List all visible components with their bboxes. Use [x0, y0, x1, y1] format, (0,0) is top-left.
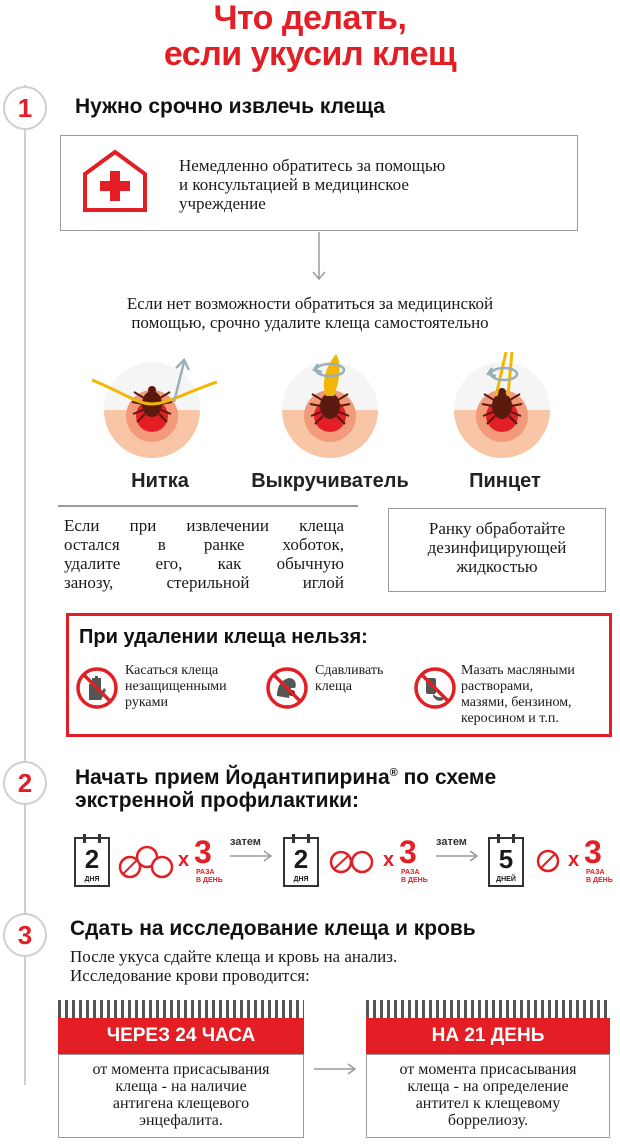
- forbidden-1-text-3: руками: [125, 695, 168, 710]
- days-number: 5: [498, 844, 514, 874]
- days-number: 2: [293, 844, 309, 874]
- hospital-icon: [81, 146, 149, 214]
- card-24h-text-1: от момента присасывания: [92, 1061, 270, 1078]
- medical-help-box: [60, 135, 578, 231]
- step-2-heading-line-1: [75, 760, 496, 791]
- self-remove-text-2: помощью, срочно удалите клеща самостоятельно: [131, 313, 489, 332]
- times-label-1: РАЗА: [196, 869, 215, 876]
- step-1-heading: Нужно срочно извлечь клеща: [75, 95, 385, 118]
- days-label: ДНЯ: [84, 876, 100, 883]
- forbidden-3-text-3: мазями, бензином,: [461, 695, 572, 710]
- forbidden-3-text-4: керосином и т.п.: [461, 711, 559, 726]
- disinfect-box: [388, 508, 606, 592]
- methods-illustration: [92, 352, 562, 462]
- title-line-2: если укусил клещ: [163, 35, 457, 73]
- days-label: ДНЕЙ: [496, 876, 516, 883]
- step-2-heading-main: Начать прием Йодантипирина: [75, 766, 390, 789]
- pill-icon: [536, 849, 560, 873]
- calendar-icon: [283, 837, 319, 887]
- divider: [58, 505, 358, 507]
- days-label: ДНЯ: [293, 876, 309, 883]
- forbidden-heading: При удалении клеща нельзя:: [79, 626, 368, 648]
- card-21d-text-3: антител к клещевому: [415, 1095, 561, 1112]
- multiply-sign: х: [178, 849, 190, 871]
- times-label-2: В ДЕНЬ: [401, 877, 428, 884]
- multiply-sign: х: [383, 849, 395, 871]
- medical-help-text-3: учреждение: [179, 194, 266, 213]
- no-hand-icon: [75, 666, 119, 710]
- times-number: 3: [194, 834, 212, 870]
- disinfect-text-2: дезинфицирующей: [427, 538, 567, 557]
- card-body: [58, 1054, 304, 1138]
- forbidden-1-text-2: незащищенными: [125, 679, 227, 694]
- step-3-text-1: После укуса сдайте клеща и кровь на анализ.: [70, 947, 398, 966]
- proboscis-text-2: остался в ранке хоботок,: [64, 535, 344, 554]
- step-3-number: 3: [3, 913, 47, 957]
- twister-tick-icon: [282, 354, 378, 458]
- days-number: 2: [84, 844, 100, 874]
- step-3-heading: Сдать на исследование клеща и кровь: [70, 917, 476, 940]
- then-label-2: затем: [436, 836, 467, 848]
- arrow-down-icon: [311, 232, 327, 282]
- pills-icon: [329, 847, 375, 877]
- step-1-number: 1: [3, 86, 47, 130]
- test-card-21d: [366, 1000, 610, 1140]
- method-label-twister: Выкручиватель: [251, 470, 409, 492]
- proboscis-text-4: занозу, стерильной иглой: [64, 573, 344, 592]
- card-binding: [366, 1000, 610, 1020]
- step-3-text-2: Исследование крови проводится:: [70, 966, 310, 985]
- proboscis-text-3: удалите его, как обычную: [64, 554, 344, 573]
- forbidden-box: [66, 613, 612, 737]
- arrow-right-icon: [436, 850, 480, 862]
- card-21d-text-1: от момента присасывания: [399, 1061, 577, 1078]
- step-2-number: 2: [3, 761, 47, 805]
- then-label-1: затем: [230, 836, 261, 848]
- times-number: 3: [399, 834, 417, 870]
- pills-icon: [118, 843, 176, 881]
- card-24h-text-2: клеща - на наличие: [115, 1078, 247, 1095]
- thread-tick-icon: [92, 360, 217, 458]
- method-label-tweezers: Пинцет: [469, 470, 541, 492]
- forbidden-1-text-1: Касаться клеща: [125, 663, 219, 678]
- card-24h-text-3: антигена клещевого: [112, 1095, 250, 1112]
- test-card-24h: [58, 1000, 304, 1140]
- card-body: [366, 1054, 610, 1138]
- card-title: НА 21 ДЕНЬ: [366, 1018, 610, 1054]
- card-title: ЧЕРЕЗ 24 ЧАСА: [58, 1018, 304, 1054]
- tweezers-tick-icon: [454, 352, 550, 458]
- medical-help-text-1: Немедленно обратитесь за помощью: [179, 156, 446, 175]
- multiply-sign: х: [568, 849, 580, 871]
- step-2-heading-tail: по схеме: [397, 766, 497, 789]
- forbidden-3-text-2: растворами,: [461, 679, 534, 694]
- times-label-1: РАЗА: [586, 869, 605, 876]
- calendar-icon: [74, 837, 110, 887]
- registered-mark: ®: [389, 767, 398, 779]
- times-label-2: В ДЕНЬ: [586, 877, 613, 884]
- card-24h-text-4: энцефалита.: [139, 1112, 223, 1129]
- schedule-block-3: [488, 833, 614, 893]
- self-remove-text-1: Если нет возможности обратиться за медицинской: [126, 294, 494, 313]
- disinfect-text-3: жидкостью: [456, 557, 538, 576]
- medical-help-text-2: и консультацией в медицинское: [179, 175, 409, 194]
- forbidden-2-text-2: клеща: [315, 679, 352, 694]
- card-21d-text-2: клеща - на определение: [407, 1078, 569, 1095]
- card-binding: [58, 1000, 304, 1020]
- forbidden-3-text-1: Мазать масляными: [461, 663, 575, 678]
- times-number: 3: [584, 834, 602, 870]
- card-21d-text-4: боррелиозу.: [447, 1112, 529, 1129]
- arrow-right-icon: [230, 850, 274, 862]
- times-label-1: РАЗА: [401, 869, 420, 876]
- no-oil-icon: [413, 666, 457, 710]
- arrow-right-icon: [314, 1062, 358, 1076]
- step-2-heading-line-2: экстренной профилактики:: [75, 789, 360, 812]
- times-label-2: В ДЕНЬ: [196, 877, 223, 884]
- proboscis-text-1: Если при извлечении клеща: [64, 516, 344, 535]
- no-squeeze-icon: [265, 666, 309, 710]
- calendar-icon: [488, 837, 524, 887]
- disinfect-text-1: Ранку обработайте: [428, 519, 566, 538]
- forbidden-2-text-1: Сдавливать: [315, 663, 384, 678]
- title-line-1: Что делать,: [213, 0, 407, 37]
- method-label-thread: Нитка: [131, 470, 189, 492]
